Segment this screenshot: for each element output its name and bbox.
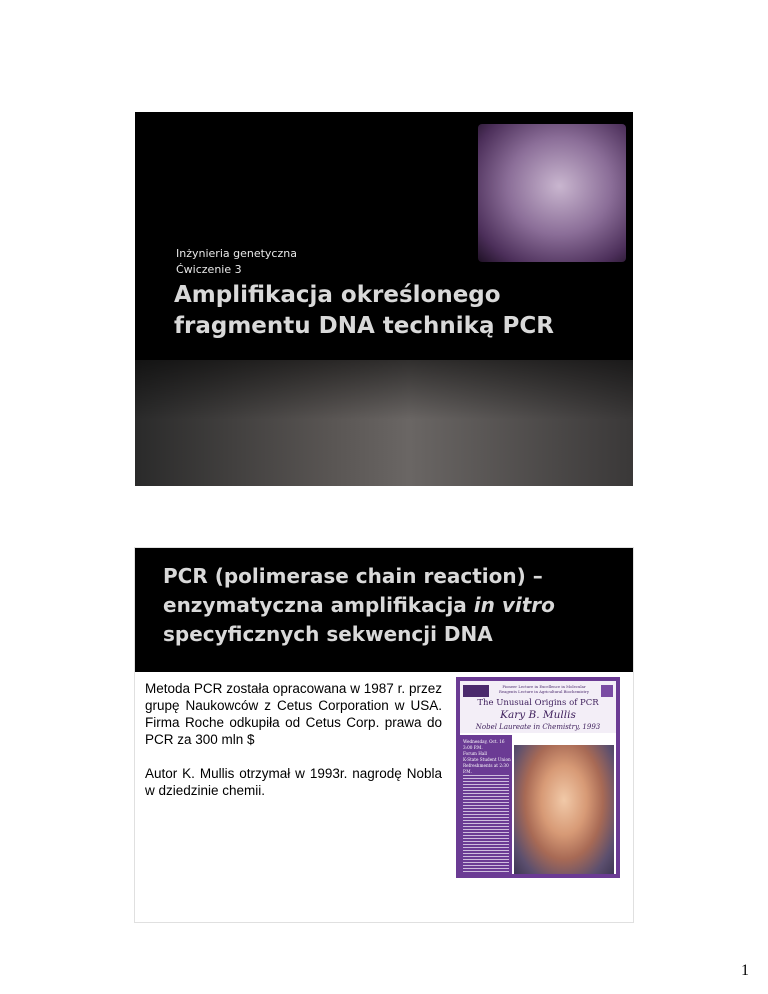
slide1-subtitle xyxy=(176,246,297,278)
slide2-title-line1: PCR (polimerase chain reaction) – xyxy=(163,564,543,588)
in-vitro-italic: in vitro xyxy=(473,593,555,617)
mullis-lecture-poster xyxy=(456,677,620,878)
exercise-number: Ćwiczenie 3 xyxy=(176,263,242,276)
university-logo xyxy=(463,685,489,697)
poster-speaker-name: Kary B. Mullis xyxy=(500,709,576,721)
department-logo xyxy=(601,685,613,697)
poster-fine-print xyxy=(463,775,509,875)
slide1-title xyxy=(174,280,614,342)
slide1-title-line2: fragmentu DNA techniką PCR xyxy=(174,313,554,339)
slide1-title-line1: Amplifikacja określonego xyxy=(174,282,501,308)
body-paragraph-history: Metoda PCR została opracowana w 1987 r. przez grupę Naukowców z Cetus Corporation w USA. Firma Roche odkupiła od Cetus Corp. prawa do PCR za 300 mln $ xyxy=(145,681,442,747)
poster-speaker-subtitle: Nobel Laureate in Chemistry, 1993 xyxy=(475,723,601,731)
slide2-body xyxy=(145,680,442,816)
poster-header-line2: Reagents Lecture in Agricultural Biochemistry xyxy=(499,689,589,694)
poster-event-info: Wednesday, Oct. 16 3:00 P.M. Forum Hall K-State Student Union Refreshments at 2:30 P.M. xyxy=(463,739,511,774)
pcr-definition-slide xyxy=(135,548,633,922)
body-paragraph-nobel: Autor K. Mullis otrzymał w 1993r. nagrodę Nobla w dziedzinie chemii. xyxy=(145,766,442,798)
page-number: 1 xyxy=(741,962,749,979)
poster-title: The Unusual Origins of PCR xyxy=(477,698,599,708)
slide2-title xyxy=(163,562,625,649)
slide2-title-line3: specyficznych sekwencji DNA xyxy=(163,622,493,646)
slide2-title-line2: enzymatyczna amplifikacja in vitro xyxy=(163,593,555,617)
pcr-tube-pipette-photo xyxy=(478,124,626,262)
poster-header-line1: Pioneer Lecture in Excellence in Molecular xyxy=(502,684,586,689)
kary-mullis-portrait xyxy=(514,745,614,876)
course-name: Inżynieria genetyczna xyxy=(176,247,297,260)
